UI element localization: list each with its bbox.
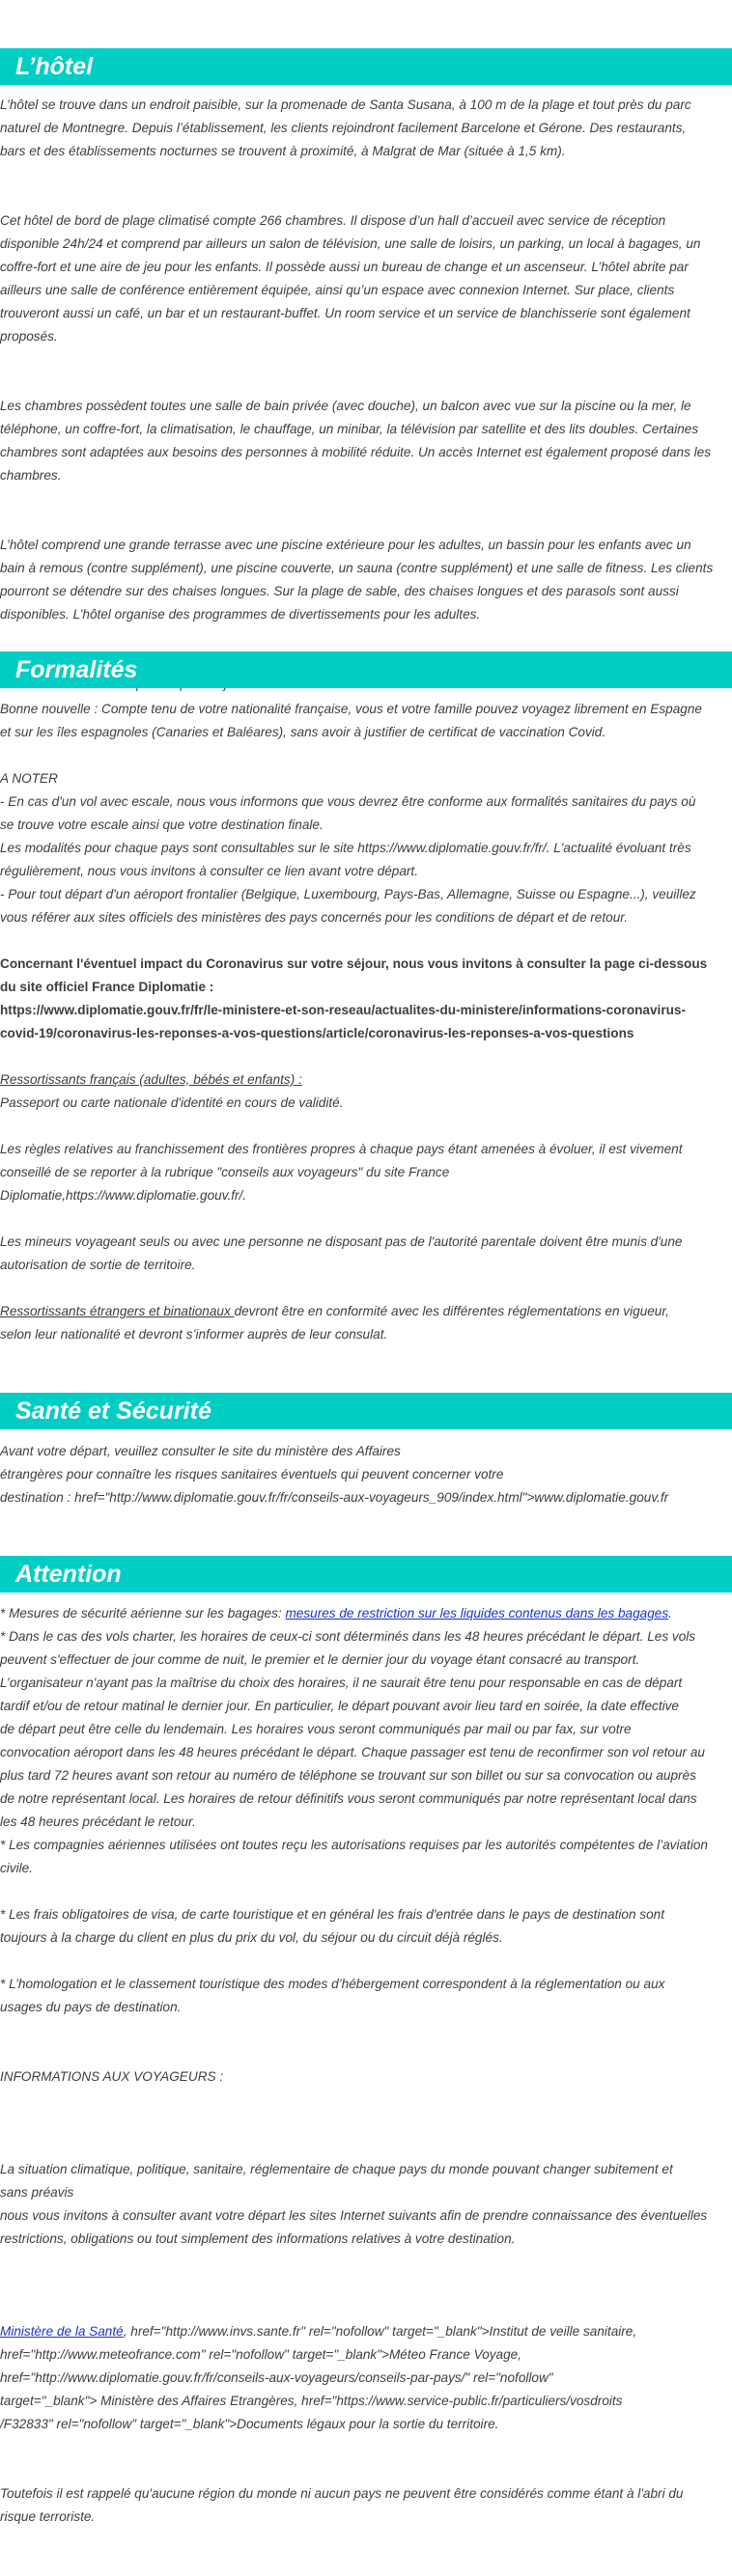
- text-line: téléphone, un coffre-fort, la climatisation, le chauffage, un minibar, la télévision par satellite et des lits doubles. Certaines: [0, 422, 699, 436]
- text-line: autorisation de sortie de territoire.: [0, 1258, 196, 1272]
- text-line: href="http://www.meteofrance.com" rel="nofollow" target="_blank">Méteo France Voyage,: [0, 2347, 522, 2362]
- text-line: tardif et/ou de retour matinal le dernier jour. En particulier, le départ pouvant avoir lieu tard en soirée, la date effective: [0, 1699, 679, 1713]
- text-line: civile.: [0, 1861, 33, 1875]
- text-line-bold: Concernant l'éventuel impact du Coronavirus sur votre séjour, nous vous invitons à consulter la page ci-dessous: [0, 956, 708, 971]
- section-header-attention: [0, 1556, 732, 1593]
- section-title: L’hôtel: [15, 53, 94, 80]
- text-line: Toutefois il est rappelé qu'aucune région du monde ni aucun pays ne peuvent être considérés comme étant à l'abri du: [0, 2486, 684, 2501]
- text-line-bold: https://www.diplomatie.gouv.fr/fr/le-ministere-et-son-reseau/actualites-du-ministere/informations-coronavirus-: [0, 1003, 687, 1017]
- text-line: * Les frais obligatoires de visa, de carte touristique et en général les frais d'entrée dans le pays de destination sont: [0, 1907, 664, 1922]
- text-line: nous vous invitons à consulter avant votre départ les sites Internet suivants afin de prendre connaissance des éventuelles: [0, 2208, 708, 2223]
- text-line: Les mineurs voyageant seuls ou avec une personne ne disposant pas de l'autorité parentale doivent être munis d'une: [0, 1234, 683, 1249]
- subheading-french-nationals: Ressortissants français (adultes, bébés et enfants) :: [0, 1072, 302, 1087]
- text-line: risque terroriste.: [0, 2509, 96, 2524]
- text-line: de départ peut être celle du lendemain. Les horaires vous seront communiqués par mail ou par fax, sur votre: [0, 1722, 632, 1736]
- text-line-bold: covid-19/coronavirus-les-reponses-a-vos-questions/article/coronavirus-les-reponses-a-vos-questions: [0, 1026, 634, 1040]
- text-line: vous référer aux sites officiels des ministères des pays concernés pour les conditions de départ et de retour.: [0, 910, 629, 925]
- text-line: et sur les îles espagnoles (Canaries et Baléares), sans avoir à justifier de certificat de vaccination Covid.: [0, 725, 606, 739]
- text-line: Diplomatie,https://www.diplomatie.gouv.fr/.: [0, 1188, 247, 1203]
- text-line: /F32833" rel="nofollow" target="_blank">Documents légaux pour la sortie du territoire.: [0, 2417, 499, 2431]
- section-header-formalites: [0, 651, 732, 688]
- text-fragment: devront être en conformité avec les différentes réglementations en vigueur,: [234, 1304, 669, 1318]
- text-line: La situation climatique, politique, sanitaire, réglementaire de chaque pays du monde pouvant changer subitement et: [0, 2162, 673, 2176]
- text-line: sans préavis: [0, 2185, 74, 2200]
- text-line: L’organisateur n'ayant pas la maîtrise du choix des horaires, il ne saurait être tenu pour responsable en cas de départ: [0, 1676, 683, 1690]
- text-line: * Dans le cas des vols charter, les horaires de ceux-ci sont déterminés dans les 48 heures précédant le départ. Les vols: [0, 1629, 696, 1644]
- text-line: peuvent s'effectuer de jour comme de nuit, le premier et le dernier jour du voyage étant consacré au transport.: [0, 1652, 640, 1667]
- text-line: disponible 24h/24 et comprend par ailleurs un salon de télévision, une salle de loisirs, un parking, un local à bagages, un: [0, 236, 701, 251]
- text-line: pourront se détendre sur des chaises longues. Sur la plage de sable, des chaises longues et des parasols sont aussi: [0, 584, 679, 598]
- text-line: destination : href="http://www.diplomatie.gouv.fr/fr/conseils-aux-voyageurs_909/index.html">www.diplomatie.gouv.fr: [0, 1490, 669, 1505]
- section-title: Santé et Sécurité: [15, 1398, 211, 1425]
- hotel-description: [0, 94, 730, 696]
- text-line: Avant votre départ, veuillez consulter le site du ministère des Affaires: [0, 1444, 401, 1458]
- text-line: naturel de Montnegre. Depuis l’établissement, les clients rejoindront facilement Barcelone et Gérone. Des restaurants,: [0, 121, 687, 135]
- text-line: trouveront aussi un café, un bar et un restaurant-buffet. Un room service et un service de blanchisserie sont également: [0, 306, 690, 320]
- text-line: se trouve votre escale ainsi que votre destination finale.: [0, 817, 324, 832]
- text-line: L’hôtel se trouve dans un endroit paisible, sur la promenade de Santa Susana, à 100 m de la plage et tout près du parc: [0, 97, 691, 112]
- text-line: chambres sont adaptées aux besoins des personnes à mobilité réduite. Un accès Internet est également proposé dans les: [0, 445, 712, 459]
- text-fragment: .: [668, 1606, 672, 1620]
- section-title: Formalités: [15, 656, 138, 683]
- text-line: Les chambres possèdent toutes une salle de bain privée (avec douche), un balcon avec vue sur la piscine ou la mer, le: [0, 399, 691, 413]
- text-line: conseillé de se reporter à la rubrique "conseils aux voyageurs" du site France: [0, 1165, 450, 1179]
- text-line-bold: du site officiel France Diplomatie :: [0, 980, 214, 994]
- text-line: - Pour tout départ d'un aéroport frontalier (Belgique, Luxembourg, Pays-Bas, Allemagne, Suisse ou Espagne...), veuillez: [0, 887, 696, 901]
- text-line: régulièrement, nous vous invitons à consulter ce lien avant votre départ.: [0, 864, 418, 878]
- text-line: étrangères pour connaître les risques sanitaires éventuels qui peuvent concerner votre: [0, 1467, 504, 1482]
- subheading-foreign-nationals: Ressortissants étrangers et binationaux: [0, 1304, 235, 1318]
- attention-content: [0, 1602, 730, 2529]
- text-line: plus tard 72 heures avant son retour au numéro de téléphone se trouvant sur son billet ou sur sa convocation ou auprès: [0, 1768, 696, 1783]
- text-line: * Les compagnies aériennes utilisées ont toutes reçu les autorisations requises par les autorités compétentes de l’aviation: [0, 1838, 708, 1852]
- text-line: disponibles. L’hôtel organise des programmes de divertissements pour les adultes.: [0, 607, 481, 622]
- text-line: Bonne nouvelle : Compte tenu de votre nationalité française, vous et votre famille pouvez voyagez librement en Espagne: [0, 702, 702, 716]
- text-line: chambres.: [0, 468, 62, 483]
- text-line: * L’homologation et le classement touristique des modes d’hébergement correspondent à la réglementation ou aux: [0, 1977, 665, 1991]
- text-line: ailleurs une salle de conférence entièrement équipée, ainsi qu’un espace avec connexion Internet. Sur place, clients: [0, 283, 675, 297]
- text-line: coffre-fort et une aire de jeu pour les enfants. Il possède aussi un bureau de change et un ascenseur. L’hôtel abrite par: [0, 260, 689, 274]
- text-line: Passeport ou carte nationale d'identité en cours de validité.: [0, 1095, 344, 1110]
- sante-content: [0, 1440, 730, 1510]
- text-line: target="_blank"> Ministère des Affaires Etrangères, href="https://www.service-public.fr/particuliers/vosdroits: [0, 2394, 623, 2408]
- text-line: bain à remous (contre supplément), une piscine couverte, un sauna (contre supplément) et une salle de fitness. Les clients: [0, 561, 714, 575]
- text-line: Cet hôtel de bord de plage climatisé compte 266 chambres. Il dispose d’un hall d’accueil avec service de réception: [0, 213, 666, 228]
- text-line: toujours à la charge du client en plus du prix du vol, du séjour ou du circuit déjà réglés.: [0, 1930, 503, 1945]
- text-line: convocation aéroport dans les 48 heures précédant le départ. Chaque passager est tenu de reconfirmer son vol retour au: [0, 1745, 705, 1759]
- text-line: L’hôtel comprend une grande terrasse avec une piscine extérieure pour les adultes, un bassin pour les enfants avec un: [0, 538, 691, 552]
- ministry-health-link[interactable]: Ministère de la Santé: [0, 2324, 124, 2339]
- section-header-sante: [0, 1393, 732, 1429]
- travel-info-heading: INFORMATIONS AUX VOYAGEURS :: [0, 2069, 224, 2084]
- text-line: - En cas d'un vol avec escale, nous vous informons que vous devrez être conforme aux formalités sanitaires du pays où: [0, 794, 696, 809]
- text-line: les 48 heures précédant le retour.: [0, 1814, 196, 1829]
- text-line: bars et des établissements nocturnes se trouvent à proximité, à Malgrat de Mar (située à 1,5 km).: [0, 144, 566, 158]
- text-line: usages du pays de destination.: [0, 2000, 182, 2014]
- text-line: selon leur nationalité et devront s’informer auprès de leur consulat.: [0, 1327, 388, 1342]
- text-line: Les règles relatives au franchissement des frontières propres à chaque pays étant amenées à évoluer, il est vivement: [0, 1142, 683, 1156]
- text-line: A NOTER: [0, 771, 58, 786]
- text-fragment: * Mesures de sécurité aérienne sur les bagages:: [0, 1606, 286, 1620]
- text-line: restrictions, obligations ou tout simplement des informations relatives à votre destination.: [0, 2231, 516, 2246]
- section-header-hotel: [0, 48, 732, 85]
- text-fragment: , href="http://www.invs.sante.fr" rel="nofollow" target="_blank">Institut de veille sanitaire,: [123, 2324, 637, 2339]
- text-line: de notre représentant local. Les horaires de retour définitifs vous seront communiqués par notre représentant local dans: [0, 1791, 697, 1806]
- text-line: Les modalités pour chaque pays sont consultables sur le site https://www.diplomatie.gouv.fr/fr/. L'actualité évoluant très: [0, 841, 691, 855]
- section-title: Attention: [15, 1561, 122, 1588]
- formalites-content: [0, 698, 730, 1346]
- text-line: href="http://www.diplomatie.gouv.fr/fr/conseils-aux-voyageurs/conseils-par-pays/" rel="nofollow": [0, 2370, 553, 2385]
- liquids-restriction-link[interactable]: mesures de restriction sur les liquides contenus dans les bagages: [285, 1606, 669, 1620]
- text-line: proposés.: [0, 329, 58, 344]
